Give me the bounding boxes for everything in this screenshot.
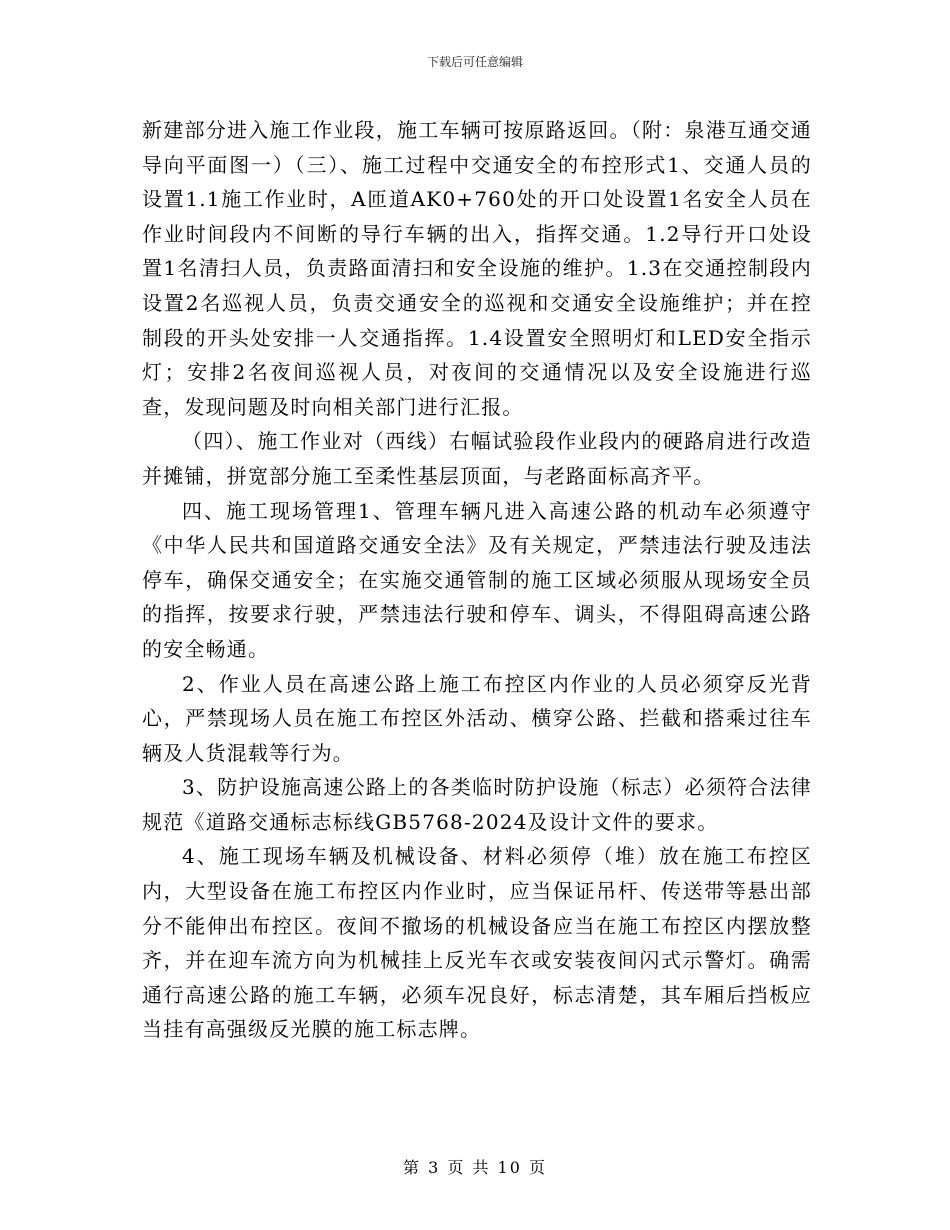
paragraph-site-management: 四、施工现场管理1、管理车辆凡进入高速公路的机动车必须遵守《中华人民共和国道路交通安全法》及有关规定，严禁违法行驶及违法停车，确保交通安全；在实施交通管制的施工区域必须服从现场安全员的指挥，按要求行驶，严禁违法行驶和停车、调头，不得阻碍高速公路的安全畅通。 bbox=[142, 498, 812, 661]
paragraph-workers: 2、作业人员在高速公路上施工布控区内作业的人员必须穿反光背心，严禁现场人员在施工布控区外活动、横穿公路、拦截和搭乘过往车辆及人货混载等行为。 bbox=[142, 671, 812, 765]
paragraph-shoulder-works: （四）、施工作业对（西线）右幅试验段作业段内的硬路肩进行改造并摊铺，拼宽部分施工至柔性基层顶面，与老路面标高齐平。 bbox=[142, 429, 812, 488]
paragraph-vehicles-equipment: 4、施工现场车辆及机械设备、材料必须停（堆）放在施工布控区内，大型设备在施工布控区内作业时，应当保证吊杆、传送带等悬出部分不能伸出布控区。夜间不撤场的机械设备应当在施工布控区内摆放整齐，并在迎车流方向为机械挂上反光车衣或安装夜间闪式示警灯。确需通行高速公路的施工车辆，必须车况良好，标志清楚，其车厢后挡板应当挂有高强级反光膜的施工标志牌。 bbox=[142, 844, 812, 1042]
paragraph-protective-facilities: 3、防护设施高速公路上的各类临时防护设施（标志）必须符合法律规范《道路交通标志标线GB5768-2024及设计文件的要求。 bbox=[142, 775, 812, 834]
page-number: 第 3 页 共 10 页 bbox=[403, 1158, 547, 1177]
page-header: 下载后可任意编辑 bbox=[426, 55, 523, 69]
body-text bbox=[142, 113, 812, 1047]
paragraph-traffic-control: 新建部分进入施工作业段，施工车辆可按原路返回。（附：泉港互通交通导向平面图一）（三）、施工过程中交通安全的布控形式1、交通人员的设置1.1施工作业时，A匝道AK0+760处的开口处设置1名安全人员在作业时间段内不间断的导行车辆的出入，指挥交通。1.2导行开口处设置1名清扫人员，负责路面清扫和安全设施的维护。1.3在交通控制段内设置2名巡视人员，负责交通安全的巡视和交通安全设施维护；并在控制段的开头处安排一人交通指挥。1.4设置安全照明灯和LED安全指示灯；安排2名夜间巡视人员，对夜间的交通情况以及安全设施进行巡查，发现问题及时向相关部门进行汇报。 bbox=[142, 118, 812, 419]
